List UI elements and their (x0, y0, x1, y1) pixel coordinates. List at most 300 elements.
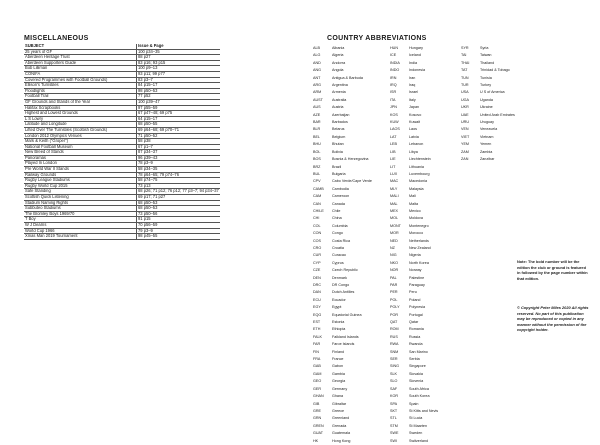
subject-cell: Panoramas (24, 155, 137, 161)
country-name: Dutch Antilles (332, 290, 355, 295)
country-code: ROM (390, 327, 399, 332)
subject-cell: Ellison's Turnstiles (24, 83, 137, 89)
country-name: Chile (332, 208, 341, 213)
country-name: Russia (409, 334, 421, 339)
country-name: Serbia (409, 357, 420, 362)
country-name: Turkey (480, 83, 492, 88)
country-name: Ecuador (332, 297, 346, 302)
issue-page-note: Note: The bold number will be the edition the club or ground is featured in followed by the page number within that edition. (517, 259, 588, 281)
issue-cell: 88 p27 (137, 55, 220, 61)
subject-cell: Scottish Quick Listening (24, 195, 137, 201)
country-name: Kuwait (409, 120, 421, 125)
country-code: CAN (313, 201, 321, 206)
country-name: Uruguay (480, 120, 494, 125)
country-code: DRC (313, 283, 321, 287)
country-code: SKT (390, 408, 398, 413)
country-name: Japan (409, 105, 420, 110)
country-name: Trinidad & Tobago (480, 68, 510, 73)
subject-cell: London 2012 Olympics Venues (24, 133, 137, 139)
country-name: Bosnia & Herzegovina (332, 157, 369, 162)
issue-cell: 67 p47–48; 69 p75 (137, 111, 220, 117)
country-name: Greenland (332, 416, 350, 421)
country-name: Andorra (332, 60, 346, 65)
country-code: BEL (313, 134, 320, 139)
country-code: ZAN (461, 157, 469, 162)
country-code: COS (313, 238, 321, 243)
country-name: Columbia (332, 223, 348, 228)
country-code: LIB (390, 149, 396, 154)
country-code: MALI (390, 194, 399, 199)
country-code: UAE (461, 112, 469, 117)
country-code: ARG (313, 83, 321, 88)
country-name: Portugal (409, 312, 423, 317)
issue-cell: 98 p45–55 (137, 234, 220, 240)
country-name: India (409, 60, 417, 65)
subject-cell: Railway Grounds (24, 172, 137, 178)
country-column-1 (313, 45, 380, 445)
country-name: Venezuela (480, 127, 498, 132)
country-name: Brazil (332, 164, 342, 169)
country-name: Cyprus (332, 260, 344, 265)
country-name: Albania (332, 46, 345, 50)
country-code: GIB (313, 401, 320, 406)
country-name: Belgium (332, 134, 346, 139)
country-code: ETH (313, 327, 321, 332)
country-name: Argentina (332, 83, 348, 88)
country-name: Falkland Islands (332, 334, 359, 339)
country-name: Australia (332, 97, 347, 102)
issue-cell: 70 p56–59 (137, 223, 220, 229)
country-code: MLY (390, 186, 398, 191)
country-name: Armenia (332, 90, 346, 95)
country-code: SER (390, 357, 398, 362)
country-name: Ukraine (480, 105, 493, 110)
country-name: St Kitts and Nevis (409, 408, 439, 413)
country-name: Zanzibar (480, 157, 495, 162)
issue-cell: 78 p3–9 (137, 161, 220, 167)
country-name: Lithuania (409, 164, 424, 169)
subject-cell: Covered Programmes with Football Grounds) (24, 77, 137, 83)
country-code: TUN (461, 75, 469, 80)
table-row (24, 234, 220, 240)
country-code: LEB (390, 142, 397, 147)
subject-cell: L S Lowry (24, 116, 137, 122)
country-name: Angola (332, 68, 344, 73)
country-code: KOR (390, 394, 398, 399)
country-code: IRN (390, 75, 397, 80)
country-name: Uganda (480, 97, 493, 102)
country-code: FAR (313, 342, 321, 347)
country-code: SNM (390, 349, 399, 354)
country-code: FALK (313, 334, 323, 339)
country-name: Syria (480, 46, 489, 50)
country-code: BAR (313, 120, 321, 125)
country-name: Cameroon (332, 194, 350, 199)
country-name: Congo (332, 231, 343, 236)
country-code: ECU (313, 297, 321, 302)
country-code: CHI (313, 216, 320, 221)
country-name: Costa Rica (332, 238, 351, 243)
country-name: Malaysia (409, 186, 424, 191)
country-name: Malta (409, 201, 419, 206)
issue-cell: 68 p50–55 (137, 122, 220, 128)
country-code: GEO (313, 379, 322, 384)
country-code: LAT (390, 134, 397, 139)
issue-cell: 71 p50–52 (137, 133, 220, 139)
country-name: Barbados (332, 120, 348, 125)
issue-cell: 58 p38 (137, 139, 220, 145)
country-name: Spain (409, 401, 419, 406)
subject-cell: Pre World War II Stands (24, 167, 137, 173)
country-name: Bulgaria (332, 171, 346, 176)
country-code: NZ (390, 245, 395, 250)
country-name: Denmark (332, 275, 347, 280)
issue-cell: 87 p34–37 (137, 150, 220, 156)
country-name: Bolivia (332, 149, 343, 154)
country-code: COL (313, 223, 321, 228)
country-name: Slovenia (409, 379, 424, 384)
country-name: France (332, 357, 344, 362)
country-name: South Africa (409, 386, 429, 391)
country-code: KUW (390, 120, 399, 125)
issue-cell: 96 p39–43 (137, 155, 220, 161)
country-code: AUS (313, 105, 321, 110)
country-name: Czech Republic (332, 268, 358, 273)
country-code: GRE (313, 408, 321, 413)
country-name: Qatar (409, 320, 419, 325)
country-name: Nigeria (409, 253, 421, 258)
country-name: Austria (332, 105, 344, 110)
subject-cell: GF Grounds and Stands of the Year (24, 99, 137, 105)
country-code: ARM (313, 90, 322, 95)
country-name: Palestine (409, 275, 425, 280)
country-code: NOR (390, 268, 399, 273)
country-name: Algeria (332, 53, 344, 58)
country-code: INDO (390, 68, 400, 73)
country-code: UKR (461, 105, 469, 110)
country-column-3 (461, 45, 528, 164)
country-name: Greece (332, 408, 345, 413)
country-name: Norway (409, 268, 422, 273)
country-name: Azerbaijan (332, 112, 350, 117)
subject-cell: Stadium Naming Rights (24, 200, 137, 206)
country-name: Cambodia (332, 186, 349, 191)
country-code: GRN (313, 416, 322, 421)
country-code: DEN (313, 275, 321, 280)
country-name: St Maarten (409, 423, 428, 428)
country-name: Thailand (480, 60, 495, 65)
subject-cell: Aberdeen Heritage Trust (24, 55, 137, 61)
country-code: SWI (390, 438, 397, 443)
country-code: LAOS (390, 127, 400, 132)
issue-cell: 93 p11; 99 p77 (137, 71, 220, 77)
country-name: Sweden (409, 431, 423, 436)
issue-cell: 69 p17; 71 p27 (137, 195, 220, 201)
subject-cell: The Bromley Boys 1969/70 (24, 211, 137, 217)
country-code: STL (390, 416, 397, 421)
country-code: CHILE (313, 208, 324, 213)
country-code: CAMB (313, 186, 324, 191)
issue-cell: 58 p34–35 (137, 167, 220, 173)
country-name: Rwanda (409, 342, 423, 347)
country-name: Egypt (332, 305, 342, 310)
country-name: Hong Kong (332, 438, 351, 443)
copyright-note: © Copyright Peter Miles 2020 All rights reserved. No part of this publication may be reproduced or copied in any manner without the permission of the copyright holder. (517, 305, 589, 333)
country-code: CPV (313, 179, 321, 184)
country-name: China (332, 216, 342, 221)
country-name: Hungary (409, 46, 423, 50)
subject-cell: Rugby World Cup 2015 (24, 183, 137, 189)
country-name: Gabon (332, 364, 344, 369)
country-name: Romania (409, 327, 424, 332)
country-name: Yemen (480, 142, 492, 147)
subject-cell: Mark & Keith ("Groper") (24, 139, 137, 145)
country-name: Liechtenstein (409, 157, 431, 162)
issue-cell: 98 p50–53 (137, 88, 220, 94)
country-code: FRA (313, 357, 321, 362)
country-name: Bhutan (332, 142, 344, 147)
country-code: EQG (313, 312, 322, 317)
country-code: SLO (390, 379, 398, 384)
country-code: KOS (390, 112, 398, 117)
country-name: St Lucia (409, 416, 423, 421)
subject-header: SUBJECT (24, 44, 137, 49)
country-name: Grenada (332, 423, 347, 428)
country-code: VIET (461, 134, 470, 139)
country-name: Ghana (332, 394, 344, 399)
subject-cell: Played In London (24, 161, 137, 167)
country-name: U S of America (480, 90, 505, 95)
country-name: Gambia (332, 371, 345, 376)
subject-cell: CONIFA (24, 71, 137, 77)
issue-cell: 73 p13 (137, 183, 220, 189)
country-code: SAF (390, 386, 398, 391)
country-code: SWE (390, 431, 399, 436)
country-code: PER (390, 290, 398, 295)
subject-cell: Lifted Over The Turnstiles (Scottish Grounds) (24, 127, 137, 133)
country-code: LIT (390, 164, 396, 169)
subject-cell: Floodlights (24, 88, 137, 94)
country-code: IRQ (390, 83, 397, 88)
country-code: SPA (390, 401, 398, 406)
country-code: JPN (390, 105, 397, 110)
country-code: HK (313, 438, 319, 443)
issue-cell: 84 p15–17 (137, 83, 220, 89)
subject-cell: Football Trail (24, 94, 137, 100)
country-code: TAI (461, 53, 467, 58)
country-code: GAM (313, 371, 322, 376)
country-name: Taiwan (480, 53, 492, 58)
country-code: UGA (461, 97, 469, 102)
country-code: ALB (313, 46, 320, 50)
country-name: Slovakia (409, 371, 423, 376)
country-code: LIE (390, 157, 396, 162)
country-code: ANT (313, 75, 321, 80)
subject-cell: Bob Lilliman (24, 66, 137, 72)
country-name: Iraq (409, 83, 416, 88)
subject-cell: T Boy (24, 217, 137, 223)
country-code: VEN (461, 127, 469, 132)
country-code: TUR (461, 83, 469, 88)
country-name: Estonia (332, 320, 345, 325)
country-name: Polynesia (409, 305, 425, 310)
country-name: South Korea (409, 394, 430, 399)
issue-cell: 83 p3–7 (137, 77, 220, 83)
country-code: ANG (313, 68, 321, 73)
country-name: Georgia (332, 379, 346, 384)
country-code: BRZ (313, 164, 321, 169)
country-name: Zambia (480, 149, 493, 154)
country-name: Netherlands (409, 238, 429, 243)
issue-cell: 67 p1–7 (137, 144, 220, 150)
country-name: Antigua & Barbuda (332, 75, 363, 80)
country-name: Vietnam (480, 134, 494, 139)
issue-cell: 68 p26; 71 p12; 76 p12; 77 p3–7; 94 p34–37 (138, 188, 219, 194)
country-code: CAM (313, 194, 322, 199)
country-code: ISR (390, 90, 397, 95)
country-code: MAL (390, 201, 398, 206)
country-name: Peru (409, 290, 417, 295)
country-name: Montenegro (409, 223, 429, 228)
country-code: NED (390, 238, 398, 243)
country-name: Mexico (409, 208, 421, 213)
country-title: COUNTRY ABBREVIATIONS (327, 35, 427, 42)
subject-cell: 25 years of GF (24, 49, 137, 55)
country-name: Libya (409, 149, 418, 154)
country-code: ICE (390, 53, 397, 58)
country-code: SLK (390, 371, 397, 376)
country-name: New Zealand (409, 245, 431, 250)
country-name: Guatemala (332, 431, 351, 436)
country-name: Finland (332, 349, 345, 354)
issue-cell: 100 p39–47 (137, 99, 220, 105)
country-code: DAN (313, 290, 321, 295)
country-code: RWA (390, 342, 399, 347)
country-column-2 (390, 45, 457, 445)
issue-cell: 69 p64–68; 69 p70–71 (137, 127, 220, 133)
country-name: Moldova (409, 216, 423, 221)
subject-cell: Rugby League Stadiums (24, 178, 137, 184)
country-code: URU (461, 120, 469, 125)
country-code: MONT (390, 223, 401, 228)
issue-header: Issue & Page (137, 44, 220, 49)
country-code: EST (313, 320, 321, 325)
country-code: NIG (390, 253, 397, 258)
country-code: RUS (390, 334, 398, 339)
country-code: GREN (313, 423, 324, 428)
subject-cell: Highest and Lowest Grounds (24, 111, 137, 117)
country-code: MOR (390, 231, 399, 236)
country-code: FIN (313, 349, 319, 354)
country-code: POLY (390, 305, 400, 310)
subject-cell: W J Dearns (24, 223, 137, 229)
country-name: San Marino (409, 349, 428, 354)
subject-cell: Safe Standing (24, 189, 137, 195)
country-name: DR Congo (332, 283, 350, 287)
country-name: Faroe Islands (332, 342, 355, 347)
country-name: Iceland (409, 53, 421, 58)
country-code: MOL (390, 216, 398, 221)
country-name: Gibraltar (332, 401, 347, 406)
country-code: INDIA (390, 60, 400, 65)
misc-index-table (24, 44, 220, 240)
country-code: BOL (313, 149, 321, 154)
country-name: Latvia (409, 134, 419, 139)
country-code: GAB (313, 364, 321, 369)
country-name: Curacao (332, 253, 346, 258)
country-code: EGY (313, 305, 321, 310)
issue-cell: 91 p15 (137, 217, 220, 223)
country-name: Singapore (409, 364, 426, 369)
country-code: YEM (461, 142, 469, 147)
issue-cell: 58 p74–75 (137, 178, 220, 184)
country-code: BLR (313, 127, 321, 132)
country-name: Laos (409, 127, 417, 132)
country-name: Kosovo (409, 112, 422, 117)
country-name: Equatorial Guinea (332, 312, 362, 317)
country-name: Switzerland (409, 438, 429, 443)
country-code: GUAT (313, 431, 323, 436)
country-name: Mali (409, 194, 416, 199)
country-name: Morocco (409, 231, 424, 236)
country-name: Macedonia (409, 179, 428, 184)
country-code: STM (390, 423, 398, 428)
country-code: LUX (390, 171, 398, 176)
country-name: Indonesia (409, 68, 425, 73)
country-name: Iran (409, 75, 416, 80)
issue-cell: 64 p15–17 (137, 116, 220, 122)
country-code: MAC (390, 179, 399, 184)
issue-cell: 78 p64–65; 79 p74–76 (137, 172, 220, 178)
country-code: PAL (390, 275, 397, 280)
country-code: BUL (313, 171, 321, 176)
issue-cell: 100 p9–13 (137, 66, 220, 72)
country-name: Paraguay (409, 283, 425, 287)
country-name: Italy (409, 97, 416, 102)
country-name: Lebanon (409, 142, 424, 147)
country-name: Luxembourg (409, 171, 430, 176)
country-code: POR (390, 312, 398, 317)
country-code: CZE (313, 268, 321, 273)
issue-cell: 79 p3–9 (137, 228, 220, 234)
country-code: NKO (390, 260, 398, 265)
issue-cell: 68 p50–53 (137, 200, 220, 206)
issue-cell: 83 p16; 93 p15 (137, 60, 220, 66)
country-code: CYP (313, 260, 321, 265)
subject-cell: Aberdeen Supporters Guide (24, 60, 137, 66)
country-code: BHU (313, 142, 321, 147)
country-code: AUST (313, 97, 323, 102)
country-code: QAT (390, 320, 398, 325)
country-name: Cabo Verde/Cape Verde (332, 179, 372, 184)
country-code: TAT (461, 68, 468, 73)
country-name: North Korea (409, 260, 429, 265)
issue-cell: 73 p50–56 (137, 211, 220, 217)
issue-cell: 100 p34–35 (137, 49, 220, 55)
issue-cell: 68 p50–53 (137, 206, 220, 212)
subject-cell: Latitude and Longitude (24, 122, 137, 128)
subject-cell: Halifax Scrapbooks (24, 105, 137, 111)
country-name: Croatia (332, 245, 344, 250)
country-code: ALG (313, 53, 321, 58)
country-code: CON (313, 231, 322, 236)
country-name: Israel (409, 90, 419, 95)
country-code: CRO (313, 245, 322, 250)
subject-cell: World Cup 1966 (24, 228, 137, 234)
country-name: Canada (332, 201, 345, 206)
country-code: ZAM (461, 149, 469, 154)
country-code: USA (461, 90, 469, 95)
